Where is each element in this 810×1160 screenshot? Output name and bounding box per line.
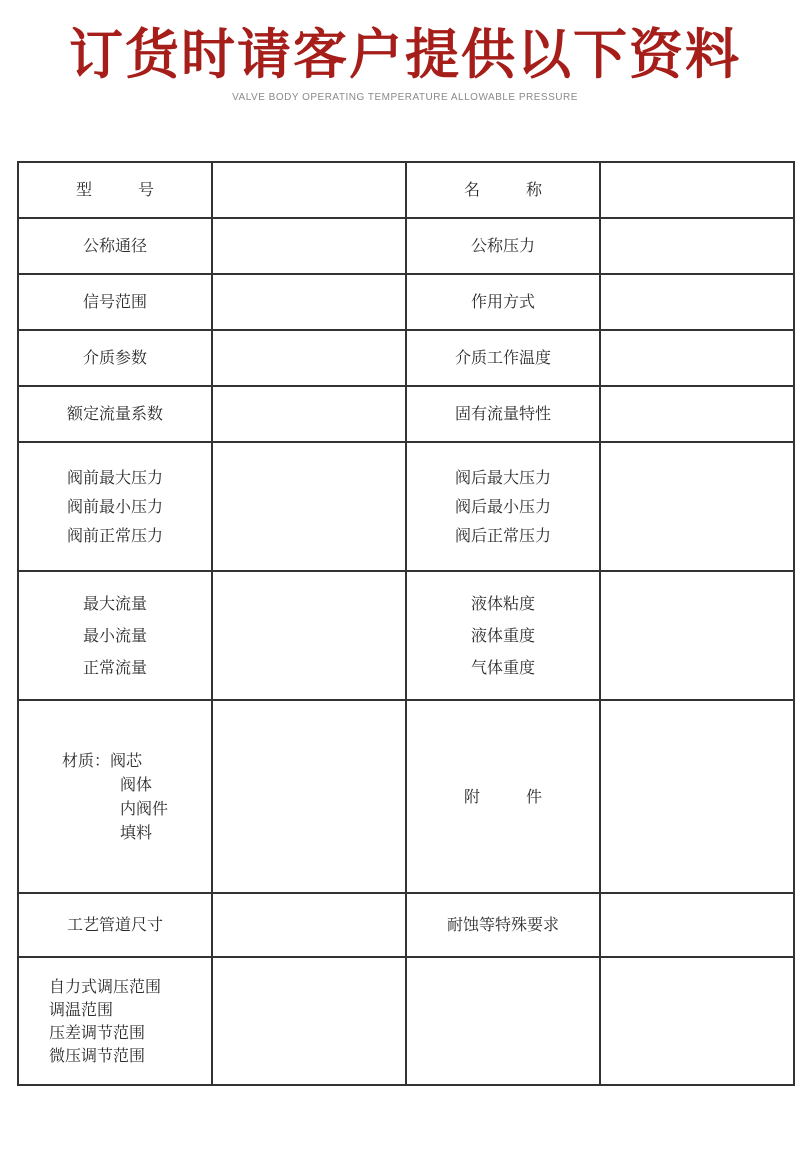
label-pipe-size: 工艺管道尺寸	[18, 893, 212, 957]
label-medium-params: 介质参数	[18, 330, 212, 386]
input-ranges-1[interactable]	[212, 957, 406, 1085]
label-medium-temp: 介质工作温度	[406, 330, 600, 386]
label-inlet-pressures: 阀前最大压力 阀前最小压力 阀前正常压力	[18, 442, 212, 571]
input-accessories[interactable]	[600, 700, 794, 893]
label-ranges: 自力式调压范围 调温范围 压差调节范围 微压调节范围	[18, 957, 212, 1085]
input-medium-temp[interactable]	[600, 330, 794, 386]
input-inlet-pressures[interactable]	[212, 442, 406, 571]
input-medium-params[interactable]	[212, 330, 406, 386]
input-nominal-diameter[interactable]	[212, 218, 406, 274]
page-title: 订货时请客户提供以下资料	[69, 22, 741, 86]
label-special-req: 耐蚀等特殊要求	[406, 893, 600, 957]
input-pipe-size[interactable]	[212, 893, 406, 957]
label-nominal-diameter: 公称通径	[18, 218, 212, 274]
input-model[interactable]	[212, 162, 406, 218]
label-accessories: 附 件	[406, 700, 600, 893]
label-action-mode: 作用方式	[406, 274, 600, 330]
label-name: 名 称	[406, 162, 600, 218]
label-material: 材质：阀芯 阀体 内阀件 填料	[18, 700, 212, 893]
input-action-mode[interactable]	[600, 274, 794, 330]
label-outlet-pressures: 阀后最大压力 阀后最小压力 阀后正常压力	[406, 442, 600, 571]
table-row	[18, 386, 794, 442]
label-model: 型 号	[18, 162, 212, 218]
table-row	[18, 442, 794, 571]
label-signal-range: 信号范围	[18, 274, 212, 330]
input-rated-flow-coef[interactable]	[212, 386, 406, 442]
input-ranges-3[interactable]	[600, 957, 794, 1085]
order-form-table	[17, 161, 795, 1086]
input-outlet-pressures[interactable]	[600, 442, 794, 571]
table-row	[18, 893, 794, 957]
table-row	[18, 571, 794, 700]
label-fluid-props: 液体粘度 液体重度 气体重度	[406, 571, 600, 700]
input-material[interactable]	[212, 700, 406, 893]
label-flows: 最大流量 最小流量 正常流量	[18, 571, 212, 700]
table-row	[18, 330, 794, 386]
table-row	[18, 274, 794, 330]
table-row	[18, 162, 794, 218]
label-inherent-flow-char: 固有流量特性	[406, 386, 600, 442]
table-row	[18, 218, 794, 274]
input-nominal-pressure[interactable]	[600, 218, 794, 274]
input-signal-range[interactable]	[212, 274, 406, 330]
input-flows[interactable]	[212, 571, 406, 700]
label-nominal-pressure: 公称压力	[406, 218, 600, 274]
label-rated-flow-coef: 额定流量系数	[18, 386, 212, 442]
table-row	[18, 700, 794, 893]
table-row	[18, 957, 794, 1085]
page-subtitle: VALVE BODY OPERATING TEMPERATURE ALLOWABLE PRESSURE	[232, 92, 578, 103]
input-fluid-props[interactable]	[600, 571, 794, 700]
input-ranges-2[interactable]	[406, 957, 600, 1085]
input-name[interactable]	[600, 162, 794, 218]
input-special-req[interactable]	[600, 893, 794, 957]
input-inherent-flow-char[interactable]	[600, 386, 794, 442]
